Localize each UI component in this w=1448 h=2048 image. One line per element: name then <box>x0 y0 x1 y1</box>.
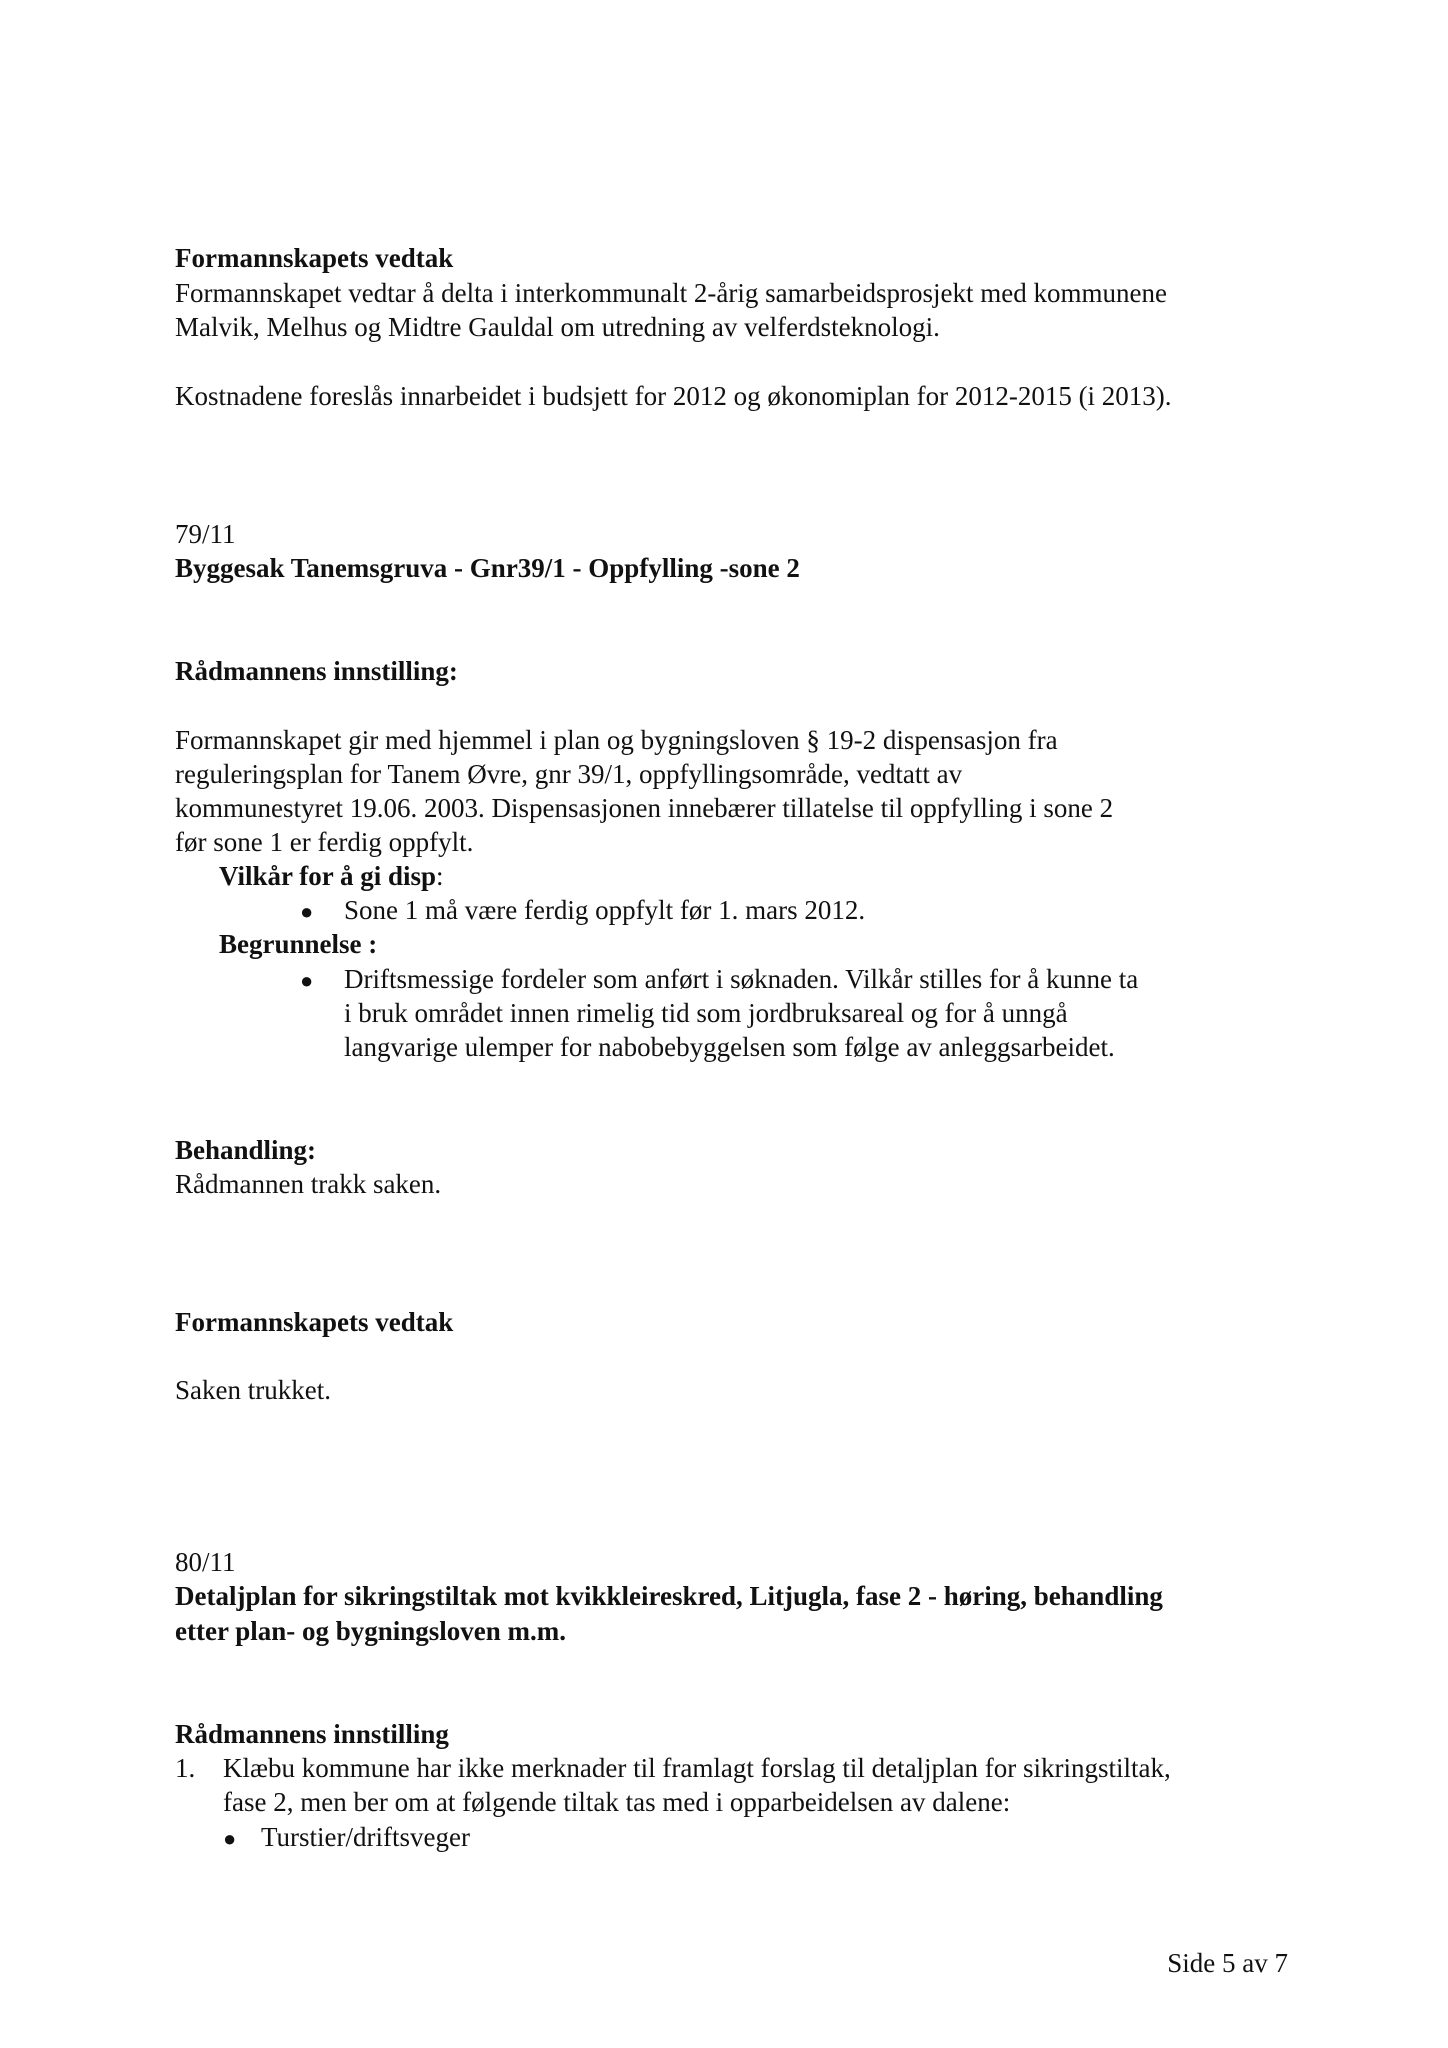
condition-item: Sone 1 må være ferdig oppfylt før 1. mars 2012. <box>344 895 866 925</box>
case-title: Byggesak Tanemsgruva - Gnr39/1 - Oppfylling -sone 2 <box>175 553 800 583</box>
bullet-icon: ● <box>300 968 314 993</box>
page-number: Side 5 av 7 <box>1167 1948 1288 1978</box>
reasoning-line: Driftsmessige fordeler som anført i søknaden. Vilkår stilles for å kunne ta <box>344 964 1139 994</box>
recommendation-line: før sone 1 er ferdig oppfylt. <box>175 827 474 857</box>
cost-text: Kostnadene foreslås innarbeidet i budsjett for 2012 og økonomiplan for 2012-2015 (i 2013). <box>175 381 1172 411</box>
conditions-heading-colon: : <box>436 861 444 891</box>
decision-heading: Formannskapets vedtak <box>175 1307 454 1337</box>
recommendation-heading: Rådmannens innstilling: <box>175 656 458 686</box>
bullet-icon: ● <box>223 1826 237 1851</box>
list-item-line: Klæbu kommune har ikke merknader til framlagt forslag til detaljplan for sikringstiltak, <box>223 1753 1171 1783</box>
decision-text-line: Formannskapet vedtar å delta i interkommunalt 2-årig samarbeidsprosjekt med kommunene <box>175 278 1167 308</box>
decision-heading: Formannskapets vedtak <box>175 243 454 273</box>
case-number: 79/11 <box>175 519 236 549</box>
recommendation-line: kommunestyret 19.06. 2003. Dispensasjonen innebærer tillatelse til oppfylling i sone 2 <box>175 793 1114 823</box>
list-item-line: fase 2, men ber om at følgende tiltak tas med i opparbeidelsen av dalene: <box>223 1787 1011 1817</box>
treatment-heading: Behandling: <box>175 1135 317 1165</box>
treatment-text: Rådmannen trakk saken. <box>175 1169 442 1199</box>
reasoning-line: langvarige ulemper for nabobebyggelsen som følge av anleggsarbeidet. <box>344 1032 1115 1062</box>
decision-text: Saken trukket. <box>175 1375 331 1405</box>
conditions-heading <box>219 863 444 890</box>
recommendation-line: Formannskapet gir med hjemmel i plan og bygningsloven § 19-2 dispensasjon fra <box>175 725 1058 755</box>
decision-text-line: Malvik, Melhus og Midtre Gauldal om utredning av velferdsteknologi. <box>175 312 940 342</box>
conditions-heading-label: Vilkår for å gi disp <box>219 861 437 891</box>
list-number: 1. <box>175 1753 196 1783</box>
reasoning-line: i bruk området innen rimelig tid som jordbruksareal og for å unngå <box>344 998 1068 1028</box>
case-number: 80/11 <box>175 1547 236 1577</box>
recommendation-line: reguleringsplan for Tanem Øvre, gnr 39/1, oppfyllingsområde, vedtatt av <box>175 759 963 789</box>
reasoning-heading: Begrunnelse : <box>219 929 378 959</box>
bullet-icon: ● <box>300 899 314 924</box>
recommendation-heading: Rådmannens innstilling <box>175 1719 449 1749</box>
case-title-line: Detaljplan for sikringstiltak mot kvikkleireskred, Litjugla, fase 2 - høring, behandling <box>175 1581 1163 1611</box>
case-title-line: etter plan- og bygningsloven m.m. <box>175 1616 567 1646</box>
sub-bullet-item: Turstier/driftsveger <box>261 1822 470 1852</box>
